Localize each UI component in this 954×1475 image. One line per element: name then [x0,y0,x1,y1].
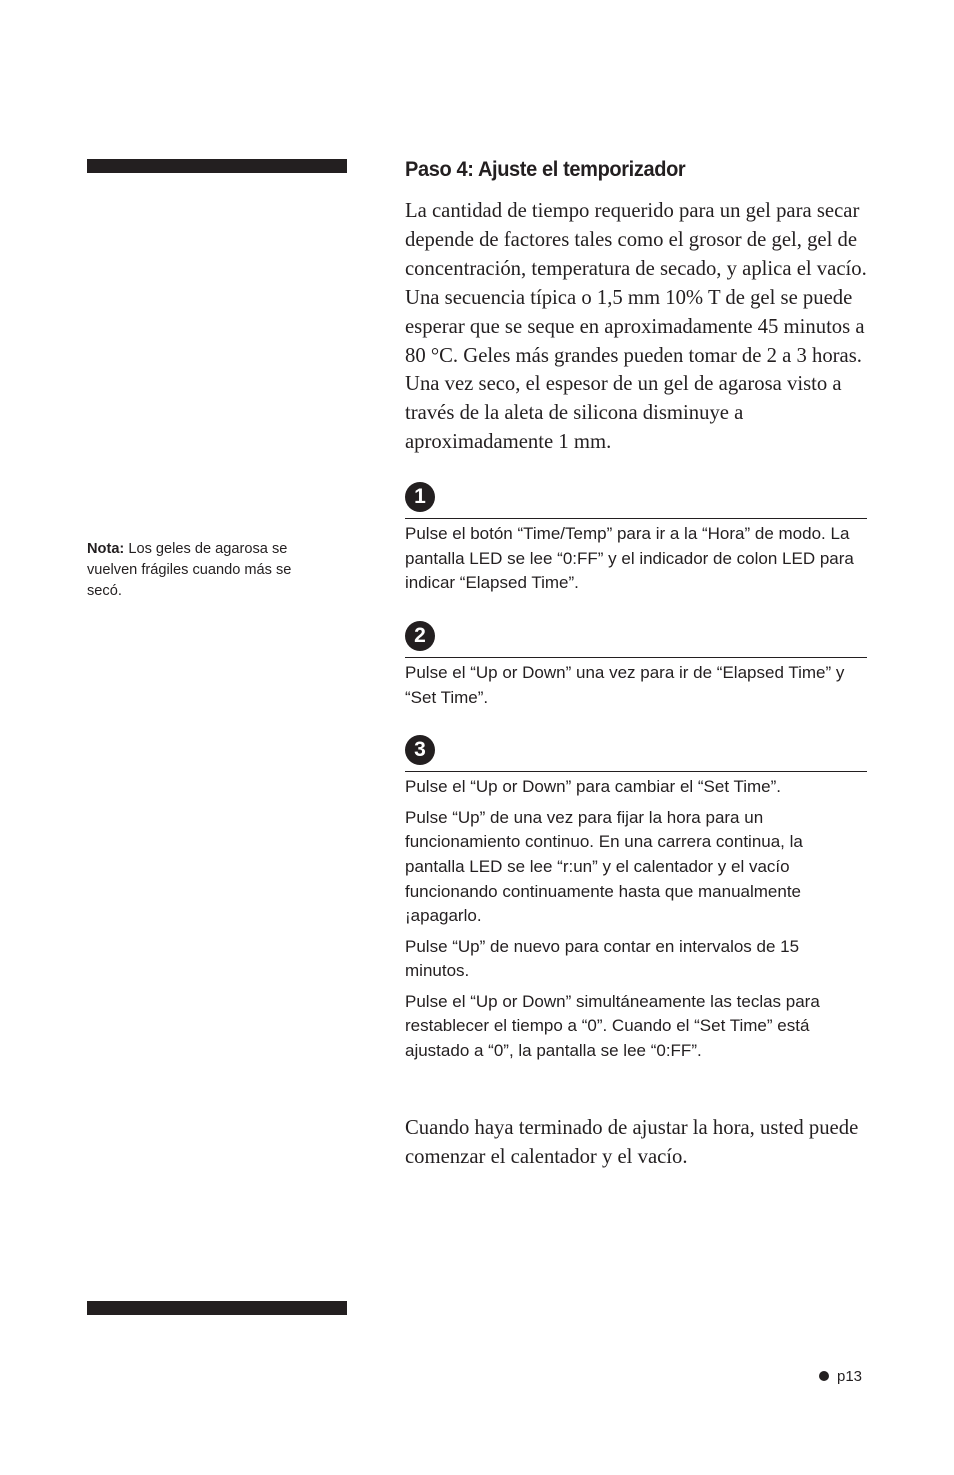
step-1 [405,481,867,596]
bullet-icon [819,1371,829,1381]
step-text: Pulse el botón “Time/Temp” para ir a la “Hora” de modo. La pantalla LED se lee “0:FF” y el indicador de colon LED para indicar “Elapsed Time”. [405,524,854,593]
step-header [405,620,867,658]
step-header [405,734,867,772]
note-text: Los geles de agarosa se vuelven frágiles cuando más se secó. [87,541,292,599]
step-text: Pulse el “Up or Down” para cambiar el “Set Time”. [405,777,782,797]
step-number-badge: 1 [405,482,435,512]
step-header [405,481,867,519]
step-text: Pulse el “Up or Down” una vez para ir de “Elapsed Time” y “Set Time”. [405,662,845,707]
intro-paragraph: La cantidad de tiempo requerido para un gel para secar depende de factores tales como el grosor de gel, gel de concentración, temperatura de secado, y aplica el vacío. Una secuencia típica o 1,5 mm 10% T de gel se puede esperar que se seque en aproximadamente 45 minutos a 80 °C. Geles más grandes pueden tomar de 2 a 3 horas. Una vez seco, el espesor de un gel de agarosa visto a través de la aleta de silicona disminuye a aproximadamente 1 mm. [405,200,867,454]
step-number-badge: 2 [405,621,435,651]
step-text: Pulse el “Up or Down” simultáneamente las teclas para restablecer el tiempo a “0”. Cuando el “Set Time” está ajustado a “0”, la pantalla se lee “0:FF”. [405,991,820,1061]
decorative-bar-bottom [87,1301,347,1315]
decorative-bar-top [87,159,347,173]
step-number-badge: 3 [405,735,435,765]
section-heading: Paso 4: Ajuste el temporizador [405,157,686,181]
closing-paragraph: Cuando haya terminado de ajustar la hora, usted puede comenzar el calentador y el vacío. [405,1116,859,1168]
step-text: Pulse “Up” de una vez para fijar la hora para un funcionamiento continuo. En una carrera continua, la pantalla LED se lee “r:un” y el calentador y el vacío funcionando continuamente hasta que manualmente ¡apagarlo. [405,807,803,926]
side-note [87,539,302,602]
step-3 [405,734,867,1064]
page-number: p13 [837,1368,863,1385]
main-content [405,155,867,1171]
step-2 [405,620,867,710]
page-footer [819,1366,862,1388]
note-label: Nota: [87,541,125,557]
step-text: Pulse “Up” de nuevo para contar en intervalos de 15 minutos. [405,936,800,981]
